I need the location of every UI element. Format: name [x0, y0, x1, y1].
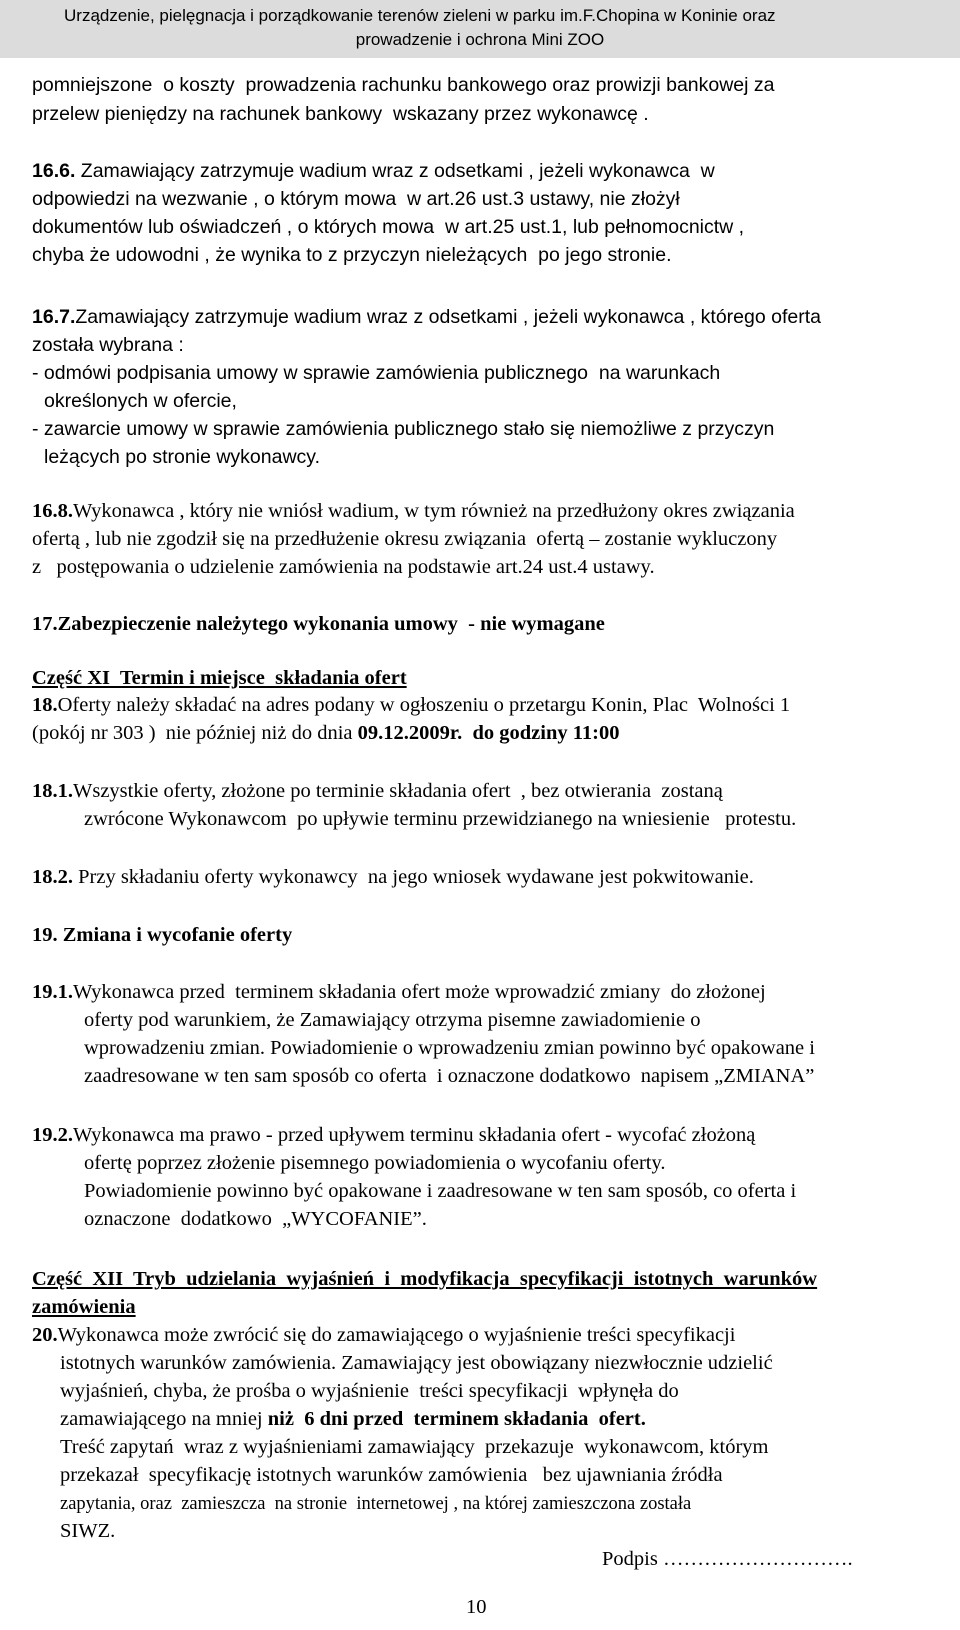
section-19-1-line-1: 19.1.Wykonawca przed terminem składania ofert może wprowadzić zmiany do złożonej [32, 981, 766, 1003]
section-20-line-1: 20.Wykonawca może zwrócić się do zamawiającego o wyjaśnienie treści specyfikacji [32, 1324, 736, 1346]
deadline-note: niż 6 dni przed terminem składania ofert. [267, 1408, 646, 1430]
section-number: 18. [32, 694, 58, 716]
section-number: 19.1. [32, 981, 73, 1003]
part-12-title-line-2: zamówienia [32, 1296, 136, 1318]
page-number: 10 [466, 1596, 487, 1618]
paragraph-line: przekazał specyfikację istotnych warunków zamówienia bez ujawniania źródła [60, 1464, 723, 1486]
section-number: 16.7. [32, 306, 76, 328]
section-19-2-line-1: 19.2.Wykonawca ma prawo - przed upływem terminu składania ofert - wycofać złożoną [32, 1124, 756, 1146]
paragraph-line: ofertą , lub nie zgodził się na przedłużenie okresu związania ofertą – zostanie wykluczony [32, 528, 778, 550]
section-number: 16.6. [32, 160, 76, 182]
section-18-line-2: (pokój nr 303 ) nie później niż do dnia 09.12.2009r. do godziny 11:00 [32, 722, 620, 744]
paragraph-line: chyba że udowodni , że wynika to z przyczyn nieleżących po jego stronie. [32, 244, 672, 266]
section-16-6-line-1: 16.6. Zamawiający zatrzymuje wadium wraz z odsetkami , jeżeli wykonawca w [32, 160, 715, 182]
section-20-line-4: zamawiającego na mniej niż 6 dni przed terminem składania ofert. [60, 1408, 646, 1430]
section-17-heading: 17.Zabezpieczenie należytego wykonania umowy - nie wymagane [32, 613, 605, 635]
section-18-2-line-1: 18.2. Przy składaniu oferty wykonawcy na jego wniosek wydawane jest pokwitowanie. [32, 866, 754, 888]
paragraph-line: pomniejszone o koszty prowadzenia rachunku bankowego oraz prowizji bankowej za [32, 74, 775, 96]
paragraph-line: zapytania, oraz zamieszcza na stronie internetowej , na której zamieszczona została [60, 1494, 692, 1514]
paragraph-line: Treść zapytań wraz z wyjaśnieniami zamawiający przekazuje wykonawcom, którym [60, 1436, 769, 1458]
paragraph-line: oznaczone dodatkowo „WYCOFANIE”. [84, 1208, 427, 1230]
signature-line: Podpis ………………………. [602, 1548, 853, 1570]
section-16-8-line-1: 16.8.Wykonawca , który nie wniósł wadium, w tym również na przedłużony okres związania [32, 500, 795, 522]
section-number: 18.2. [32, 866, 73, 888]
header-line-2: prowadzenie i ochrona Mini ZOO [355, 30, 605, 49]
paragraph-line: zaadresowane w ten sam sposób co oferta i oznaczone dodatkowo napisem „ZMIANA” [84, 1065, 815, 1087]
section-19-heading: 19. Zmiana i wycofanie oferty [32, 924, 293, 946]
part-11-title: Część XI Termin i miejsce składania ofert [32, 667, 407, 689]
paragraph-line: leżących po stronie wykonawcy. [44, 446, 321, 468]
section-number: 20. [32, 1324, 58, 1346]
page-header [0, 0, 960, 58]
paragraph-line: przelew pieniędzy na rachunek bankowy wskazany przez wykonawcę . [32, 103, 649, 125]
part-12-title-line-1: Część XII Tryb udzielania wyjaśnień i modyfikacja specyfikacji istotnych warunków [32, 1268, 818, 1290]
paragraph-line: zwrócone Wykonawcom po upływie terminu przewidzianego na wniesienie protestu. [84, 808, 797, 830]
section-16-7-line-1: 16.7.Zamawiający zatrzymuje wadium wraz z odsetkami , jeżeli wykonawca , którego oferta [32, 306, 821, 328]
section-number: 16.8. [32, 500, 73, 522]
paragraph-line: SIWZ. [60, 1520, 116, 1542]
paragraph-line: Powiadomienie powinno być opakowane i zaadresowane w ten sam sposób, co oferta i [84, 1180, 797, 1202]
section-18-1-line-1: 18.1.Wszystkie oferty, złożone po terminie składania ofert , bez otwierania zostaną [32, 780, 723, 802]
deadline-date: 09.12.2009r. do godziny 11:00 [357, 722, 620, 744]
paragraph-line: ofertę poprzez złożenie pisemnego powiadomienia o wycofaniu oferty. [84, 1152, 666, 1174]
section-number: 18.1. [32, 780, 73, 802]
header-line-1: Urządzenie, pielęgnacja i porządkowanie terenów zieleni w parku im.F.Chopina w Koninie oraz [64, 6, 776, 25]
paragraph-line: wyjaśnień, chyba, że prośba o wyjaśnienie treści specyfikacji wpłynęła do [60, 1380, 679, 1402]
paragraph-line: istotnych warunków zamówienia. Zamawiający jest obowiązany niezwłocznie udzielić [60, 1352, 773, 1374]
paragraph-line: została wybrana : [32, 334, 184, 356]
paragraph-line: określonych w ofercie, [44, 390, 237, 412]
paragraph-line: odpowiedzi na wezwanie , o którym mowa w art.26 ust.3 ustawy, nie złożył [32, 188, 680, 210]
paragraph-line: z postępowania o udzielenie zamówienia na podstawie art.24 ust.4 ustawy. [32, 556, 655, 578]
paragraph-line: - zawarcie umowy w sprawie zamówienia publicznego stało się niemożliwe z przyczyn [32, 418, 775, 440]
paragraph-line: wprowadzeniu zmian. Powiadomienie o wprowadzeniu zmian powinno być opakowane i [84, 1037, 815, 1059]
section-18-line-1: 18.Oferty należy składać na adres podany w ogłoszeniu o przetargu Konin, Plac Wolności 1 [32, 694, 791, 716]
paragraph-line: - odmówi podpisania umowy w sprawie zamówienia publicznego na warunkach [32, 362, 721, 384]
section-number: 19.2. [32, 1124, 73, 1146]
paragraph-line: oferty pod warunkiem, że Zamawiający otrzyma pisemne zawiadomienie o [84, 1009, 701, 1031]
paragraph-line: dokumentów lub oświadczeń , o których mowa w art.25 ust.1, lub pełnomocnictw , [32, 216, 745, 238]
